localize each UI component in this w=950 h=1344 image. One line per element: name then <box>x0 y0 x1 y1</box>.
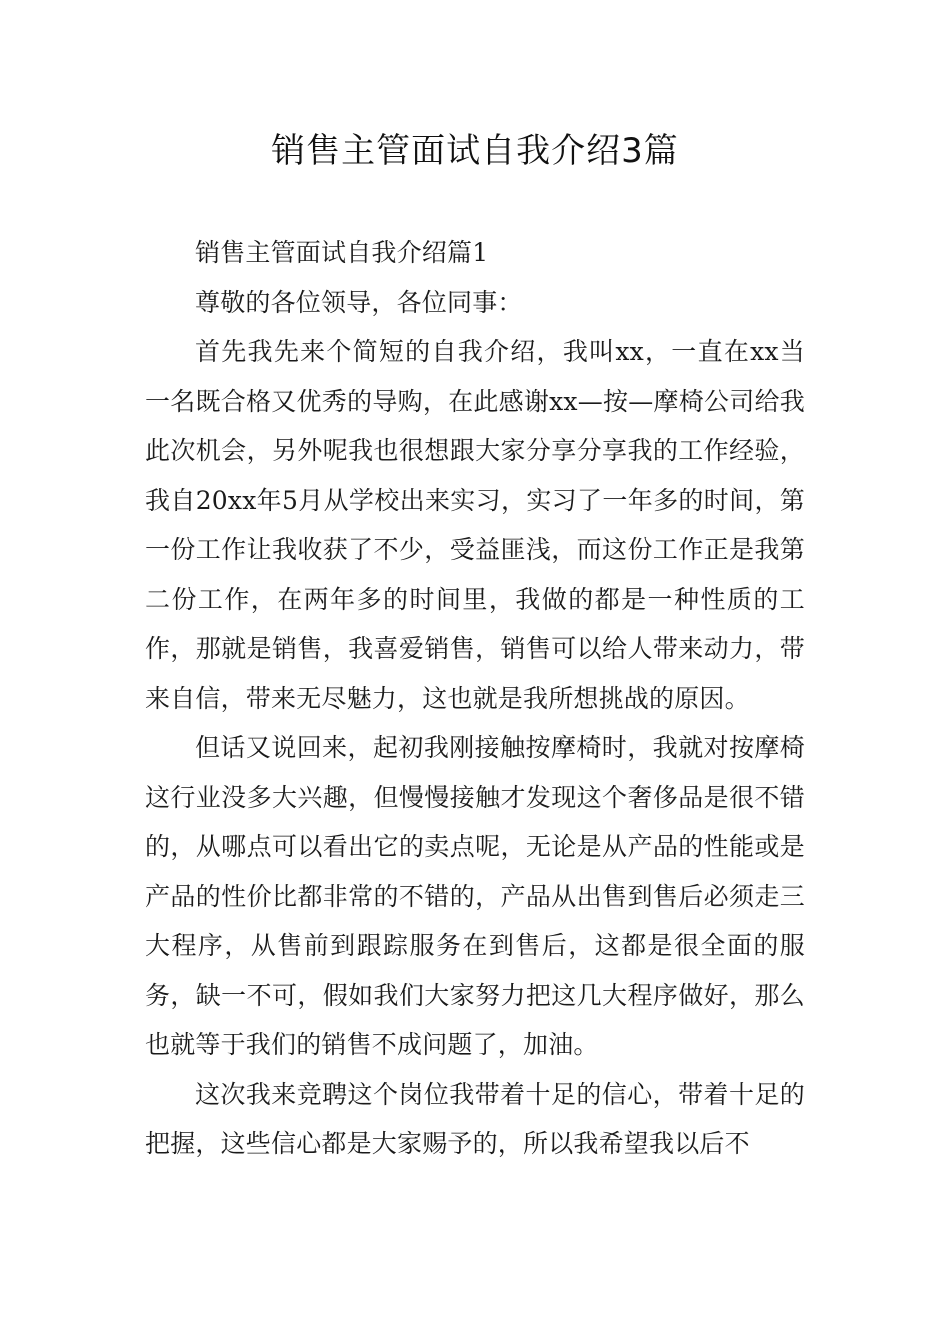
body-paragraph: 这次我来竞聘这个岗位我带着十足的信心，带着十足的把握，这些信心都是大家赐予的，所以我希望我以后不 <box>145 1079 805 1158</box>
document-body <box>145 228 805 1169</box>
document-title: 销售主管面试自我介绍3篇 <box>271 131 679 171</box>
body-paragraph: 但话又说回来，起初我刚接触按摩椅时，我就对按摩椅这行业没多大兴趣，但慢慢接触才发现这个奢侈品是很不错的，从哪点可以看出它的卖点呢，无论是从产品的性能或是产品的性价比都非常的不错的，产品从出售到售后必须走三大程序，从售前到跟踪服务在到售后，这都是很全面的服务，缺一不可，假如我们大家努力把这几大程序做好，那么也就等于我们的销售不成问题了，加油。 <box>145 733 805 1059</box>
body-paragraph: 首先我先来个简短的自我介绍，我叫xx，一直在xx当一名既合格又优秀的导购，在此感谢xx—按—摩椅公司给我此次机会，另外呢我也很想跟大家分享分享我的工作经验，我自20xx年5月从学校出来实习，实习了一年多的时间，第一份工作让我收获了不少，受益匪浅，而这份工作正是我第二份工作，在两年多的时间里，我做的都是一种性质的工作，那就是销售，我喜爱销售，销售可以给人带来动力，带来自信，带来无尽魅力，这也就是我所想挑战的原因。 <box>145 337 805 713</box>
salutation: 尊敬的各位领导，各位同事： <box>195 287 523 317</box>
section-heading: 销售主管面试自我介绍篇1 <box>195 238 489 267</box>
